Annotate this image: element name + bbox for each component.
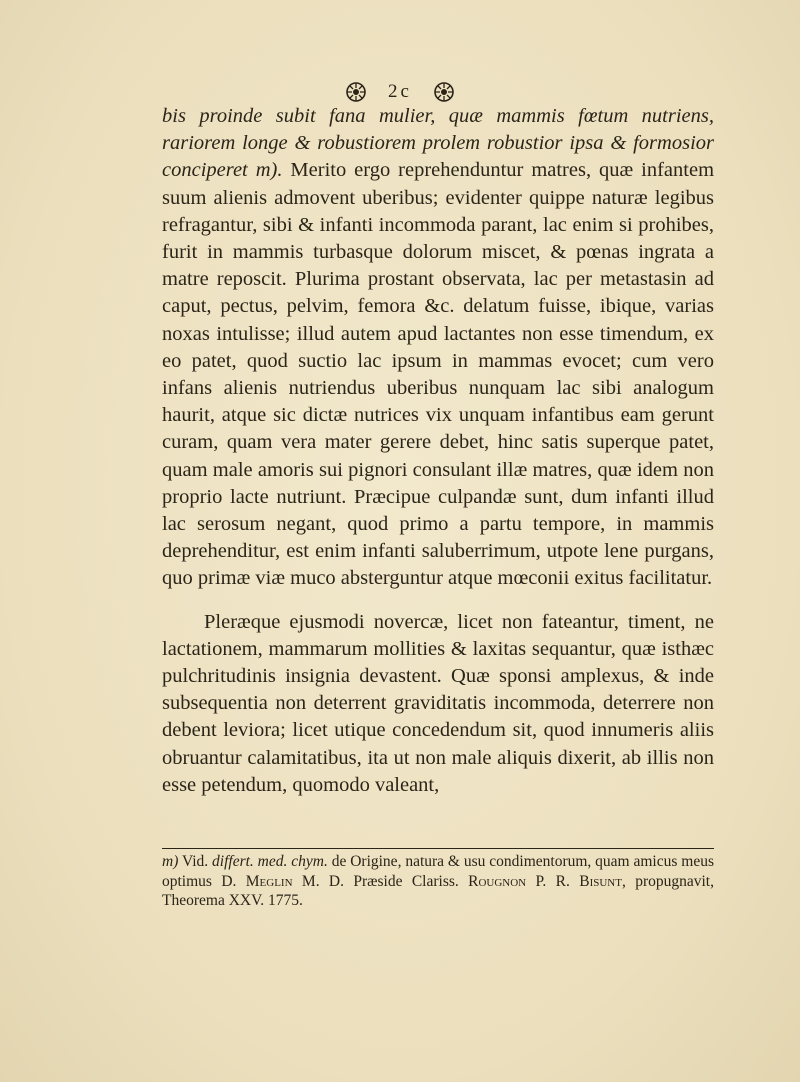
footnote-text: M. D. Præside Clariss. (292, 872, 469, 890)
footnote-mark: m) (162, 853, 179, 870)
floral-ornament-icon (344, 80, 368, 104)
page-number: 2c (388, 81, 412, 102)
paragraph-1-text: Merito ergo reprehenduntur matres, quæ infantem suum alienis admovent uberibus; evidenter quippe naturæ legibus refragantur, sibi & infanti incommoda parant, lac enim si prohibes, furit in mammis turbasque dolorum miscet, & pœnas ingrata a matre reposcit. Plurima prostant observata, lac per metastasin ad caput, pectus, pelvim, femora &c. delatum fuisse, ibique, varias noxas intulisse; illud autem apud lactantes non esse timendum, ex eo patet, quod suctio lac ipsum in mammas evocet; cum vero infans alienis nutriendus uberibus nunquam lac sibi analogum haurit, atque sic dictæ nutrices vix unquam infantibus eam gerunt curam, quam vera mater gerere debet, hinc satis superque patet, quam male amoris sui pignori consulant illæ matres, quæ idem non proprio lacte nutriunt. Præcipue culpandæ sunt, dum infanti illud lac serosum negant, quod primo a partu tempore, in mammis deprehenditur, est enim infanti saluberrimum, utpote lene purgans, quo primæ viæ muco absterguntur atque mœconii exitus facilitatur. (162, 159, 715, 590)
footnote (162, 852, 714, 911)
footnote-name: Rougnon (468, 872, 527, 890)
footnote-name: Meglin (245, 872, 293, 890)
footnote-name: Bisunt (579, 872, 622, 890)
paragraph-1 (162, 103, 714, 593)
page-header (0, 80, 800, 104)
floral-ornament-icon (432, 80, 456, 104)
footnote-italic: differt. med. chym. (212, 853, 328, 870)
italic-lead: bis proinde subit fana mulier, quæ mammis fœtum nutriens, rariorem longe & robustiorem prolem robustior ipsa & formosior conciperet m). (162, 105, 714, 182)
footnote-rule (162, 848, 714, 849)
footnote-text: , propugnavit, Theorema XXV. 1775. (162, 872, 714, 909)
footnote-text: P. R. (526, 872, 580, 890)
paragraph-2: Pleræque ejusmodi novercæ, licet non fateantur, timent, ne lactationem, mammarum mollities & laxitas sequantur, quæ isthæc pulchritudinis insignia devastent. Quæ sponsi amplexus, & inde subsequentia non deterrent graviditatis incommoda, deterrere non debent leviora; licet utique concedendum sit, quod innumeris aliis obruantur calamitatibus, ita ut non male aliquis dixerit, ab illis non esse petendum, quomodo valeant, (162, 610, 714, 796)
main-text (162, 103, 714, 799)
footnote-text: de Origine, natura & usu condimentorum, quam amicus meus optimus D. (162, 853, 714, 890)
footnote-text: Vid. (178, 853, 213, 870)
